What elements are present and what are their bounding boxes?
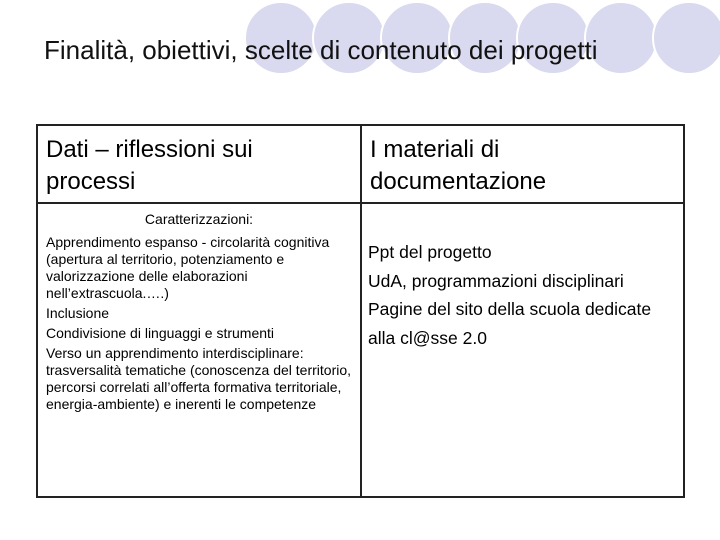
list-item: Condivisione di linguaggi e strumenti (46, 325, 275, 341)
right-column-header: I materiali di documentazione (370, 136, 547, 195)
list-item: Ppt del progetto (368, 242, 492, 262)
slide-title: Finalità, obiettivi, scelte di contenuto dei progetti (44, 35, 598, 65)
left-column-subtitle: Caratterizzazioni: (144, 211, 254, 227)
list-item: Inclusione (46, 305, 110, 321)
header-divider (38, 202, 683, 204)
list-item: Apprendimento espanso - circolarità cognitiva (apertura al territorio, potenziamento e valorizzazione delle elaborazioni nell’extrascuola.….) (46, 234, 330, 301)
list-item: Verso un apprendimento interdisciplinare: trasversalità tematiche (conoscenza del territorio, percorsi correlati all’offerta formativa territoriale, energia-ambiente) e inerenti le competenze (46, 345, 352, 412)
characterizations-list (46, 234, 360, 416)
left-column-header: Dati – riflessioni sui processi (46, 136, 253, 195)
documentation-materials-list (368, 238, 668, 352)
list-item: Pagine del sito della scuola dedicate alla cl@sse 2.0 (368, 299, 652, 348)
list-item: UdA, programmazioni disciplinari (368, 270, 624, 291)
content-table (36, 124, 685, 498)
column-divider (360, 126, 362, 496)
